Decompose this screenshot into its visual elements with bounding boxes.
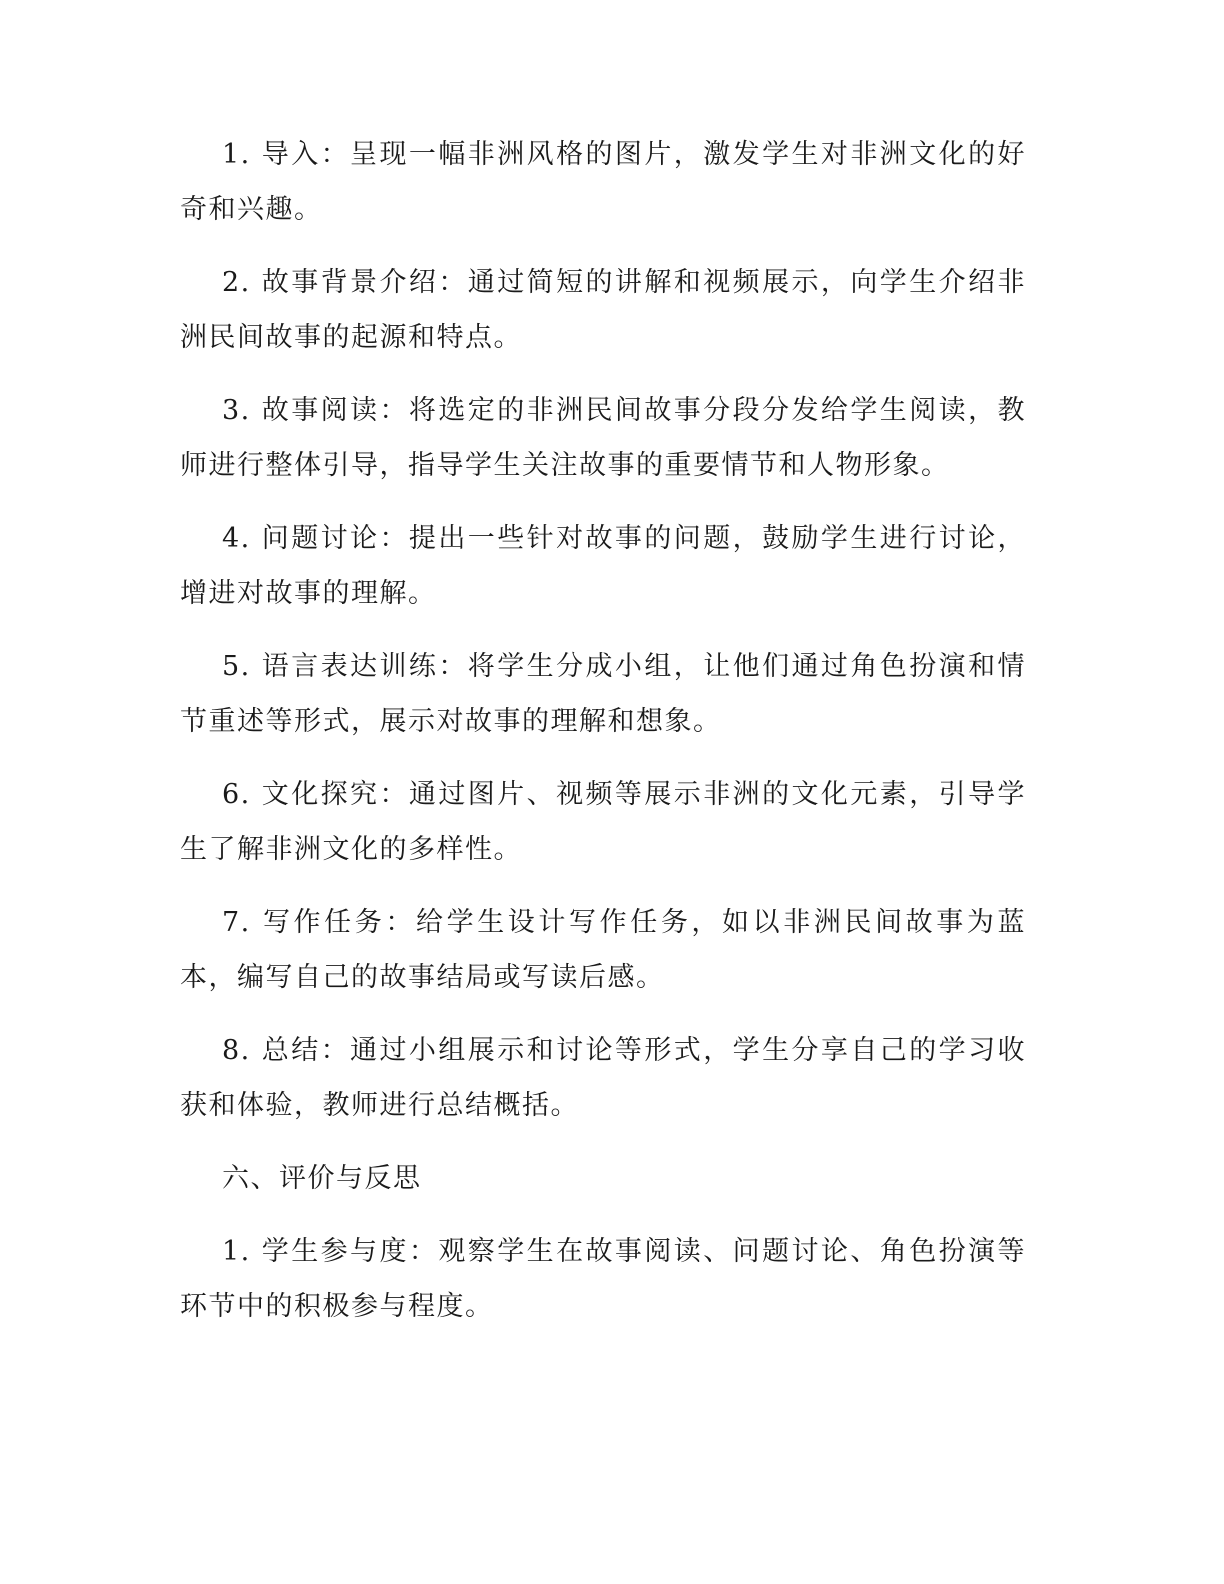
paragraph-step-4: 4. 问题讨论：提出一些针对故事的问题，鼓励学生进行讨论，增进对故事的理解。 — [180, 523, 1026, 609]
section-heading: 六、评价与反思 — [222, 1163, 422, 1194]
paragraph-step-2: 2. 故事背景介绍：通过简短的讲解和视频展示，向学生介绍非洲民间故事的起源和特点。 — [180, 267, 1026, 353]
paragraph-step-7: 7. 写作任务：给学生设计写作任务，如以非洲民间故事为蓝本，编写自己的故事结局或写读后感。 — [180, 907, 1026, 993]
paragraph-step-6: 6. 文化探究：通过图片、视频等展示非洲的文化元素，引导学生了解非洲文化的多样性。 — [180, 779, 1026, 865]
paragraph-step-3: 3. 故事阅读：将选定的非洲民间故事分段分发给学生阅读，教师进行整体引导，指导学生关注故事的重要情节和人物形象。 — [180, 395, 1026, 481]
paragraph-evaluation-1: 1. 学生参与度：观察学生在故事阅读、问题讨论、角色扮演等环节中的积极参与程度。 — [180, 1236, 1026, 1322]
paragraph-step-8: 8. 总结：通过小组展示和讨论等形式，学生分享自己的学习收获和体验，教师进行总结概括。 — [180, 1035, 1026, 1121]
paragraph-step-5: 5. 语言表达训练：将学生分成小组，让他们通过角色扮演和情节重述等形式，展示对故事的理解和想象。 — [180, 651, 1026, 737]
paragraph-step-1: 1. 导入：呈现一幅非洲风格的图片，激发学生对非洲文化的好奇和兴趣。 — [180, 139, 1026, 225]
document-body — [180, 127, 1026, 1352]
